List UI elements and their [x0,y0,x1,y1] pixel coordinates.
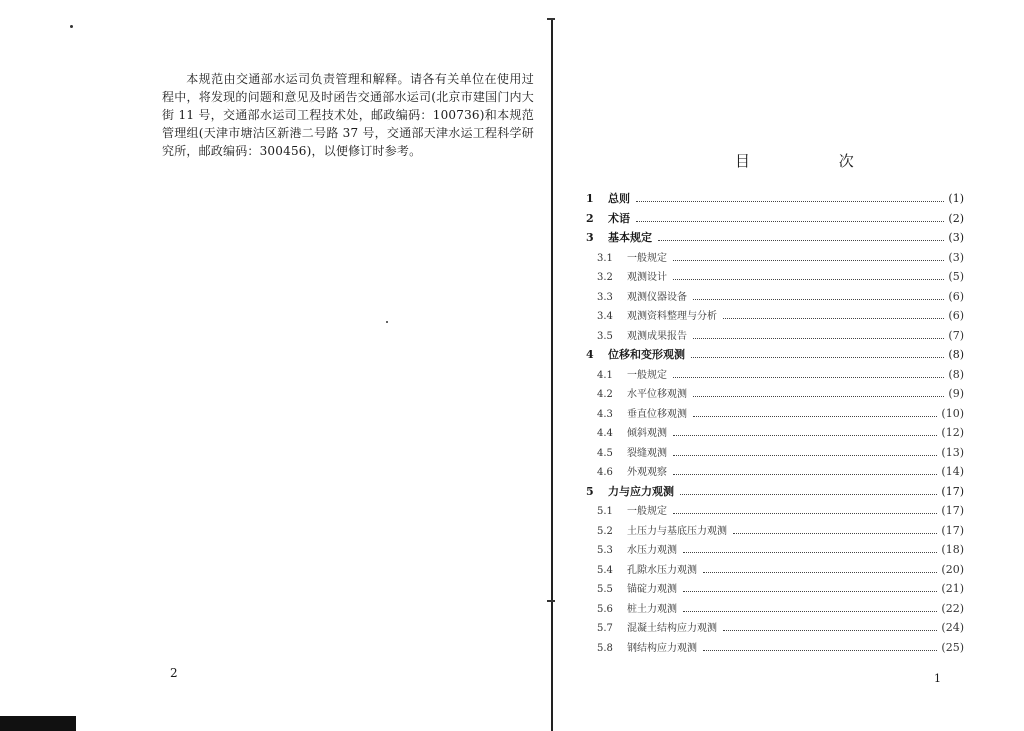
toc-entry-page: (2) [948,211,964,225]
dot-leader [723,630,937,631]
toc-entry [586,463,964,483]
toc-entry [586,268,964,288]
toc-entry [586,385,964,405]
page-number-left: 2 [170,666,178,680]
toc-entry-page: (6) [948,289,964,303]
toc-entry [586,307,964,327]
dot-leader [723,318,944,319]
toc-entry-page: (25) [941,640,964,654]
toc-entry-label: 混凝土结构应力观测 [627,623,717,634]
toc-entry-page: (22) [941,601,964,615]
toc-entry-page: (17) [941,504,964,517]
toc-entry-page: (9) [948,387,964,400]
toc-entry-number: 2 [586,211,594,225]
toc-entry-number: 4.5 [597,447,613,459]
toc-entry [586,600,964,620]
toc-entry [586,327,964,347]
toc-entry [586,346,964,366]
toc-title: 目 次 [735,152,896,170]
toc-entry-label: 观测成果报告 [627,330,687,342]
toc-entry-label: 钢结构应力观测 [627,642,697,654]
toc-entry [586,522,964,542]
toc-entry-number: 3.1 [597,252,613,264]
toc-entry-number: 5.4 [597,564,613,576]
dot-leader [658,240,944,241]
toc-entry-number: 3 [586,231,594,244]
toc-entry-number: 3.2 [597,272,613,283]
toc-entry-number: 4 [586,348,594,361]
toc-entry-number: 4.6 [597,467,613,478]
dot-leader [733,533,937,534]
toc-entry-number: 5.6 [597,603,613,615]
toc-entry-label: 一般规定 [627,252,667,264]
toc-entry [586,424,964,444]
dot-leader [636,201,944,202]
toc-entry [586,639,964,659]
page-number-right: 1 [934,672,941,685]
toc-entry-page: (12) [941,426,964,439]
book-spine [551,20,553,731]
toc-entry-number: 4.2 [597,389,613,400]
toc-entry-label: 总则 [608,192,630,205]
toc-entry [586,288,964,308]
toc-entry [586,502,964,522]
toc-entry [586,190,964,210]
toc-entry-label: 孔隙水压力观测 [627,564,697,576]
toc-entry-number: 5 [586,484,594,498]
toc-entry-page: (10) [941,406,964,420]
toc-entry-page: (17) [941,523,964,537]
toc-entry-label: 力与应力观测 [608,484,674,498]
dot-leader [693,396,944,397]
toc-entry [586,580,964,600]
toc-entry-label: 桩土力观测 [627,603,677,615]
toc-entry [586,229,964,249]
toc-entry [586,483,964,503]
dot-leader [703,572,937,573]
toc-entry-page: (3) [948,250,964,264]
dot-leader [693,338,944,339]
toc-entry-page: (14) [941,465,964,478]
preface-paragraph [162,70,534,160]
toc-entry-page: (18) [941,543,964,556]
toc-entry-number: 5.1 [597,506,613,517]
toc-entry-page: (21) [941,582,964,595]
toc-entry-number: 4.4 [597,428,613,439]
toc-entry [586,366,964,386]
toc-entry-page: (20) [941,562,964,576]
toc-entry-page: (17) [941,484,964,498]
dot-leader [691,357,944,358]
dot-leader [680,494,937,495]
toc-entry-label: 锚碇力观测 [627,584,677,595]
toc-entry-page: (8) [948,348,964,361]
toc-entry-page: (6) [948,309,964,322]
dot-leader [673,435,937,436]
dot-leader [683,591,937,592]
toc-entry-label: 术语 [608,211,630,225]
toc-entry-label: 一般规定 [627,369,667,381]
toc-entry-label: 裂缝观测 [627,447,667,459]
toc-entry-number: 5.8 [597,642,613,654]
toc-entry-number: 4.3 [597,408,613,420]
toc-entry-label: 外观观察 [627,467,667,478]
table-of-contents [586,190,964,658]
toc-entry-page: (1) [948,192,964,205]
dot-leader [673,513,937,514]
toc-entry-number: 5.7 [597,623,613,634]
toc-entry-number: 5.3 [597,545,613,556]
toc-entry [586,541,964,561]
toc-entry-label: 观测设计 [627,272,667,283]
dot-leader [673,260,944,261]
toc-entry-label: 一般规定 [627,506,667,517]
toc-entry-label: 倾斜观测 [627,428,667,439]
toc-entry [586,249,964,269]
toc-entry-page: (3) [948,231,964,244]
dot-leader [683,552,937,553]
dot-leader [673,455,937,456]
toc-entry-page: (7) [948,328,964,342]
toc-entry-number: 3.3 [597,291,613,303]
preface-text: 本规范由交通部水运司负责管理和解释。请各有关单位在使用过程中，将发现的问题和意见及时函告交通部水运司(北京市建国门内大街 11 号，交通部水运司工程技术处，邮政编码：100736)和本规范管理组(天津市塘沽区新港二号路 37 号，交通部天津水运工程科学研究所，邮政编码：300456)，以便修订时参考。 [162,72,534,158]
toc-entry [586,561,964,581]
toc-entry-number: 5.2 [597,525,613,537]
toc-entry-number: 4.1 [597,369,613,381]
toc-entry-label: 观测仪器设备 [627,291,687,303]
toc-entry-label: 垂直位移观测 [627,408,687,420]
toc-entry-label: 土压力与基底压力观测 [627,525,727,537]
toc-entry-label: 水压力观测 [627,545,677,556]
dot-leader [673,377,944,378]
dot-leader [683,611,937,612]
dot-leader [703,650,937,651]
dot-leader [673,279,944,280]
toc-entry-number: 5.5 [597,584,613,595]
toc-entry [586,444,964,464]
toc-entry-label: 水平位移观测 [627,389,687,400]
dot-leader [693,416,937,417]
toc-entry [586,619,964,639]
dot-leader [636,221,944,222]
toc-entry-label: 观测资料整理与分析 [627,311,717,322]
toc-entry-label: 位移和变形观测 [608,348,685,361]
toc-entry-page: (24) [941,621,964,634]
toc-entry-number: 3.4 [597,311,613,322]
toc-entry-page: (5) [948,270,964,283]
dot-leader [673,474,937,475]
toc-entry [586,210,964,230]
toc-entry-number: 3.5 [597,330,613,342]
toc-entry-page: (13) [941,445,964,459]
toc-entry-number: 1 [586,192,594,205]
toc-entry-page: (8) [948,367,964,381]
dot-leader [693,299,944,300]
toc-entry [586,405,964,425]
toc-entry-label: 基本规定 [608,231,652,244]
